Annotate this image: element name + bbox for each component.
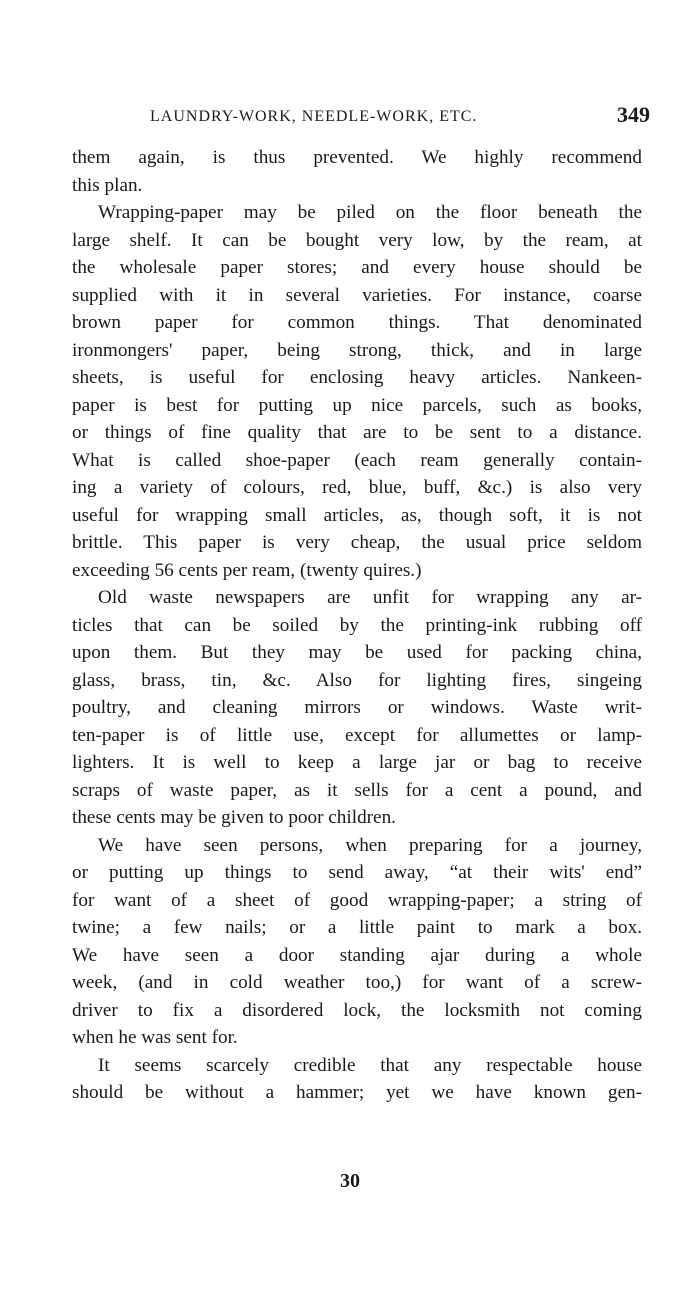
text-line: brittle. This paper is very cheap, the usual price seldom [72,532,642,553]
text-line: or things of fine quality that are to be sent to a distance. [72,422,642,443]
paragraph [72,199,642,584]
text-line: glass, brass, tin, &c. Also for lighting fires, singeing [72,669,642,691]
text-line: paper is best for putting up nice parcels, such as books, [72,394,642,416]
text-line: supplied with it in several varieties. For instance, coarse [72,284,642,306]
paragraph [72,832,642,1052]
text-line: brown paper for common things. That denominated [72,312,642,333]
text-line: week, (and in cold weather too,) for want of a screw- [72,972,642,993]
body-text [72,144,642,1107]
text-line: this plan. [72,174,143,196]
page-number: 349 [617,102,650,127]
text-line: lighters. It is well to keep a large jar or bag to receive [72,752,642,773]
text-line: the wholesale paper stores; and every house should be [72,257,642,278]
text-line: ing a variety of colours, red, blue, buff, &c.) is also very [72,477,642,498]
text-line: What is called shoe-paper (each ream generally contain- [72,449,642,471]
text-line: sheets, is useful for enclosing heavy articles. Nankeen- [72,367,642,388]
text-line: them again, is thus prevented. We highly recommend [72,147,642,168]
text-line: We have seen a door standing ajar during a whole [72,944,642,966]
running-title: LAUNDRY-WORK, NEEDLE-WORK, ETC. [150,108,478,125]
text-line: should be without a hammer; yet we have known gen- [72,1082,642,1103]
text-line: ironmongers' paper, being strong, thick, and in large [72,339,642,361]
signature-mark: 30 [340,1170,360,1192]
paragraph [72,584,642,832]
paragraph [72,1052,642,1107]
text-line: for want of a sheet of good wrapping-paper; a string of [72,889,642,911]
text-line: twine; a few nails; or a little paint to mark a box. [72,917,642,938]
text-line: when he was sent for. [72,1027,238,1048]
text-line: It seems scarcely credible that any respectable house [98,1054,642,1076]
text-line: Wrapping-paper may be piled on the floor beneath the [98,202,642,223]
text-line: ticles that can be soiled by the printing-ink rubbing off [72,614,642,636]
text-line: scraps of waste paper, as it sells for a cent a pound, and [72,779,642,801]
text-line: exceeding 56 cents per ream, (twenty quires.) [72,559,422,581]
text-line: We have seen persons, when preparing for a journey, [98,834,642,856]
text-line: Old waste newspapers are unfit for wrapping any ar- [98,587,642,608]
text-line: large shelf. It can be bought very low, by the ream, at [72,229,642,251]
text-line: upon them. But they may be used for packing china, [72,642,642,663]
text-line: or putting up things to send away, “at their wits' end” [72,862,642,883]
text-line: useful for wrapping small articles, as, though soft, it is not [72,504,642,526]
text-line: poultry, and cleaning mirrors or windows. Waste writ- [72,697,642,718]
text-line: ten-paper is of little use, except for allumettes or lamp- [72,724,642,746]
text-line: these cents may be given to poor children. [72,807,396,828]
paragraph [72,144,642,199]
text-line: driver to fix a disordered lock, the locksmith not coming [72,999,642,1021]
